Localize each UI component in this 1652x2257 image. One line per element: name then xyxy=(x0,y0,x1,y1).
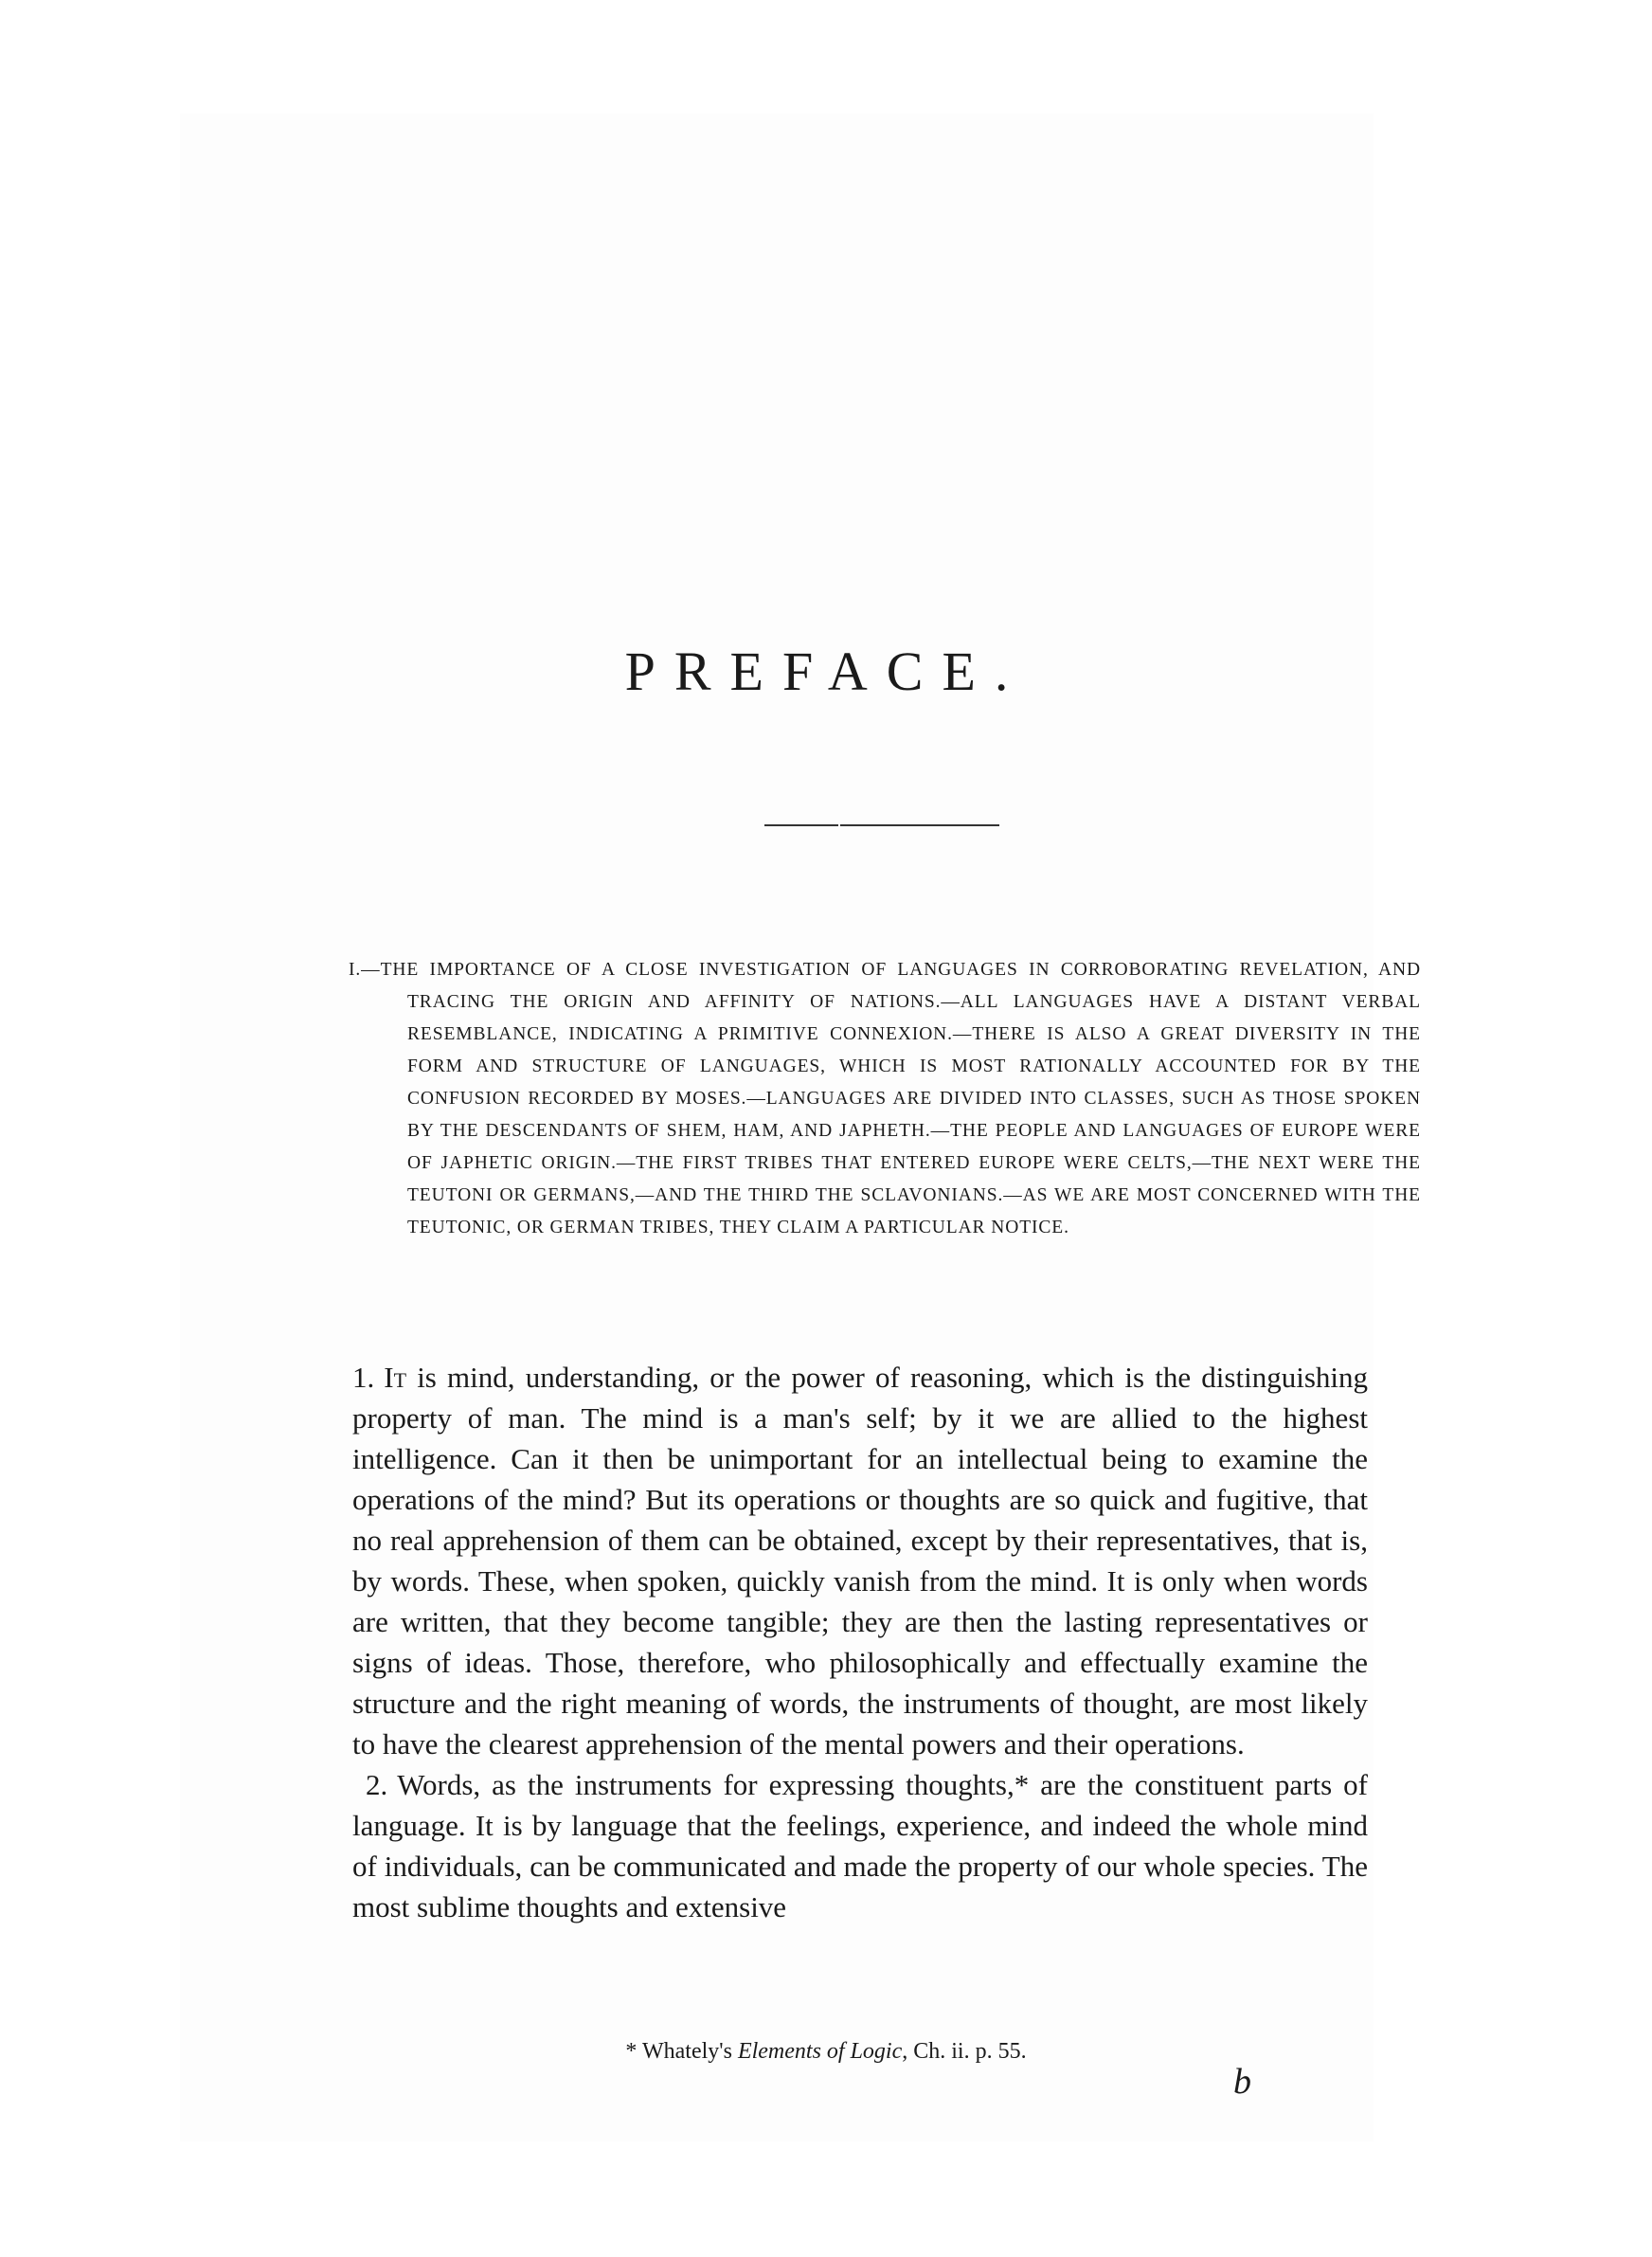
paragraph-number: 1. xyxy=(352,1361,375,1394)
title-rule-left xyxy=(764,824,838,826)
chapter-summary: I.—THE IMPORTANCE OF A CLOSE INVESTIGATION OF LANGUAGES IN CORROBORATING REVELATION, AND TRACING THE ORIGIN AND AFFINITY OF NATIONS.—ALL LANGUAGES HAVE A DISTANT VERBAL RESEMBLANCE, INDICATING A PRIMITIVE CONNEXION.—THERE IS ALSO A GREAT DIVERSITY IN THE FORM AND STRUCTURE OF LANGUAGES, WHICH IS MOST RATIONALLY ACCOUNTED FOR BY THE CONFUSION RECORDED BY MOSES.—LANGUAGES ARE DIVIDED INTO CLASSES, SUCH AS THOSE SPOKEN BY THE DESCENDANTS OF SHEM, HAM, AND JAPHETH.—THE PEOPLE AND LANGUAGES OF EUROPE WERE OF JAPHETIC ORIGIN.—THE FIRST TRIBES THAT ENTERED EUROPE WERE CELTS,—THE NEXT WERE THE TEUTONI OR GERMANS,—AND THE THIRD THE SCLAVONIANS.—AS WE ARE MOST CONCERNED WITH THE TEUTONIC, OR GERMAN TRIBES, THEY CLAIM A PARTICULAR NOTICE. xyxy=(349,960,1421,1237)
body-text xyxy=(352,1357,1368,1927)
paragraph-text: Words, as the instruments for expressing thoughts,* are the constituent parts of language. It is by language that the feelings, experience, and indeed the whole mind of individuals, can be communicated and made the property of our whole species. The most sublime thoughts and extensive xyxy=(352,1768,1368,1923)
signature-mark: b xyxy=(1233,2062,1251,2102)
paragraph-lead-word: It xyxy=(384,1361,407,1394)
title-rule-right xyxy=(840,824,999,826)
paragraph-number: 2. xyxy=(366,1768,388,1801)
footnote-prefix: * Whately's xyxy=(625,2039,738,2064)
paragraph-1 xyxy=(352,1357,1368,1764)
paragraph-2 xyxy=(352,1764,1368,1927)
page-title: PREFACE. xyxy=(624,641,1028,702)
footnote-suffix: , Ch. ii. p. 55. xyxy=(902,2039,1027,2064)
footnote-work-title: Elements of Logic xyxy=(737,2039,903,2064)
footnote xyxy=(0,2039,1652,2065)
paragraph-text: is mind, understanding, or the power of reasoning, which is the distinguishing property of man. The mind is a man's self; by it we are allied to the highest intelligence. Can it then be unimportant for an intellectual being to examine the operations of the mind? But its operations or thoughts are so quick and fugitive, that no real apprehension of them can be obtained, except by their representatives, that is, by words. These, when spoken, quickly vanish from the mind. It is only when words are written, that they become tangible; they are then the lasting representatives or signs of ideas. Those, therefore, who philosophically and effectually examine the structure and the right meaning of words, the instruments of thought, are most likely to have the clearest apprehension of the mental powers and their operations. xyxy=(352,1361,1368,1760)
